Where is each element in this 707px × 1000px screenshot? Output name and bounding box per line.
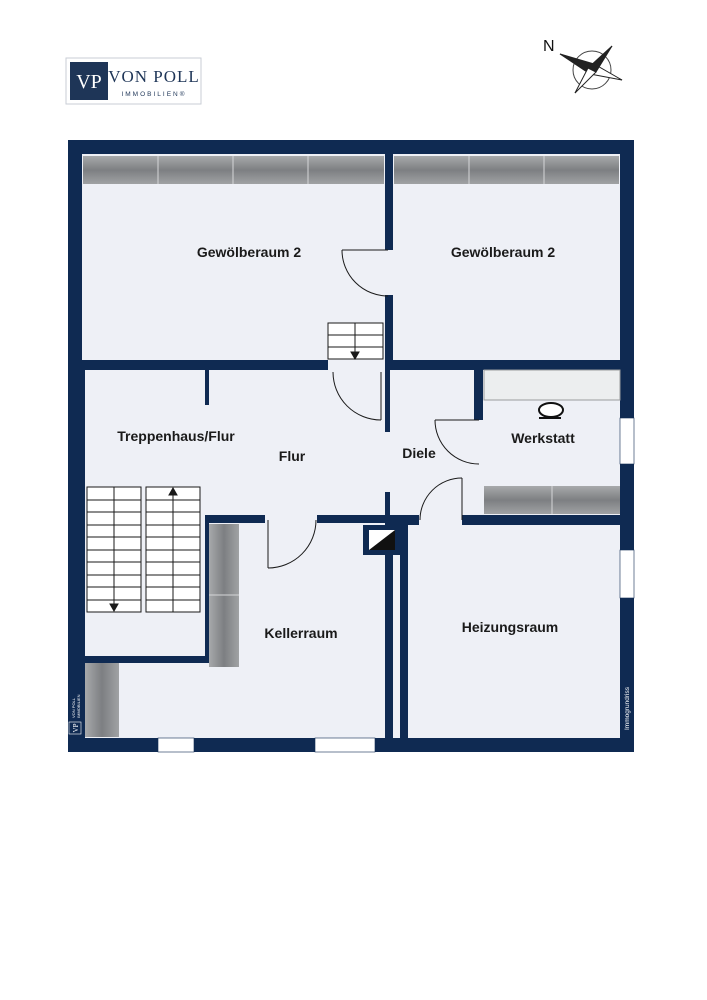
staircase-right [146, 487, 200, 612]
shelf-lower-left [85, 663, 119, 737]
label-werkstatt: Werkstatt [511, 430, 575, 446]
north-label: N [543, 38, 555, 55]
label-treppenhaus: Treppenhaus/Flur [117, 428, 235, 444]
opening-heizung-door [419, 515, 462, 525]
opening-gewoelbe-flur [328, 358, 385, 372]
label-diele: Diele [402, 445, 436, 461]
logo-subtitle: IMMOBILIEN® [121, 91, 187, 98]
watermark-name: VON POLL [71, 697, 76, 718]
sink-icon [539, 403, 563, 418]
opening-werkstatt-door [474, 420, 483, 465]
label-heizungsraum: Heizungsraum [461, 619, 559, 635]
opening-flur-diele [385, 432, 390, 492]
window-bottom-center [315, 738, 375, 752]
window-heizungsraum [620, 550, 634, 598]
room-diele [390, 370, 474, 515]
label-gewoelberaum-left: Gewölberaum 2 [196, 244, 302, 260]
staircase-top [328, 323, 383, 359]
logo-mark: VP [76, 71, 102, 93]
credit-text: Immogrundriss [624, 687, 631, 730]
von-poll-logo [66, 58, 201, 104]
workbench [484, 370, 620, 400]
watermark-subtitle: IMMOBILIEN [76, 694, 81, 718]
label-kellerraum: Kellerraum [264, 625, 338, 641]
chimney [363, 525, 401, 555]
window-werkstatt [620, 418, 634, 464]
label-flur: Flur [278, 448, 306, 464]
opening-gewoelbe-door [385, 250, 393, 295]
staircase-left [87, 487, 141, 612]
window-bottom-left [158, 738, 194, 752]
compass [543, 38, 622, 93]
watermark-mark: VP [72, 723, 80, 733]
room-flur [209, 370, 385, 515]
shaft-gap [393, 555, 400, 738]
opening-kellerraum-door [265, 515, 317, 523]
label-gewoelberaum-right: Gewölberaum 2 [450, 244, 556, 260]
compass-rose-icon [560, 46, 622, 93]
shelf-gewoelbe-right [394, 156, 619, 184]
opening-treppen-flur [205, 405, 209, 515]
logo-name: VON POLL [108, 67, 200, 86]
